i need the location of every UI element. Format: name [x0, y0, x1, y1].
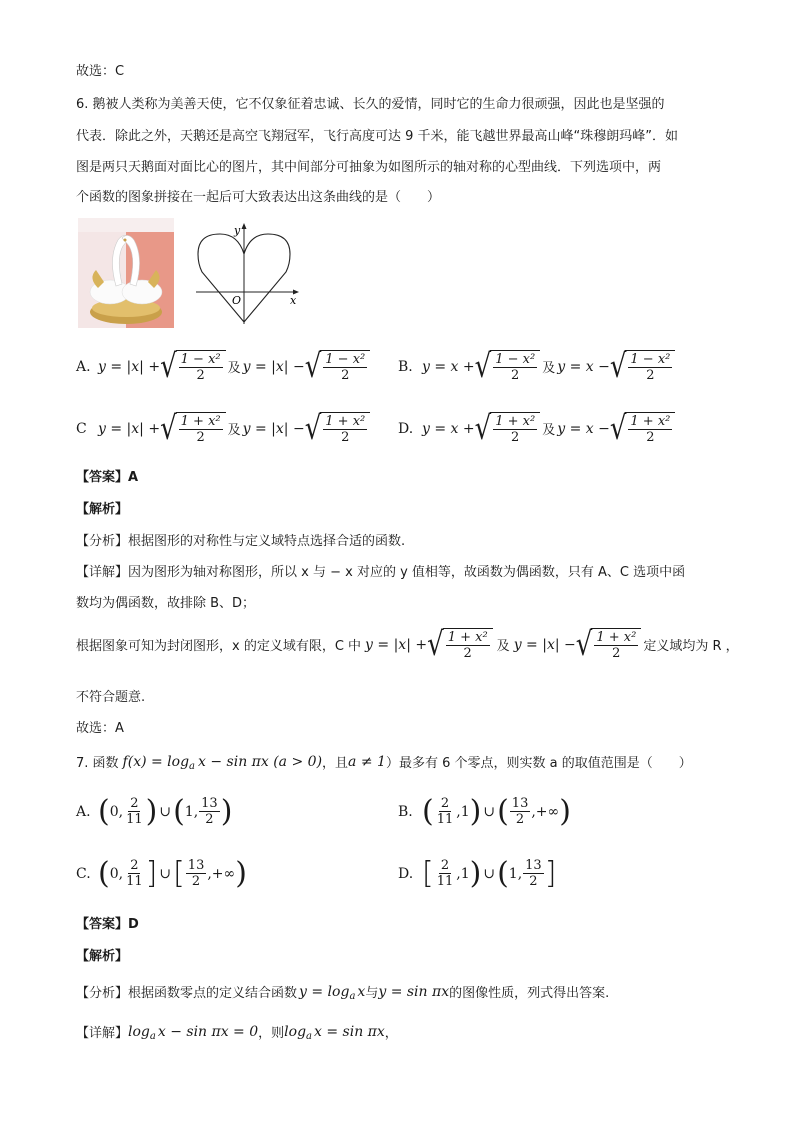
denominator: 2: [529, 874, 538, 889]
expr: a ≠ 1: [348, 753, 386, 770]
expr: y = log: [299, 983, 350, 1000]
expr: log: [284, 1023, 307, 1040]
bracket: [: [422, 855, 434, 891]
q6-option-b-expr1: y = x +: [422, 358, 475, 375]
text: 定义域均为 R ，: [643, 639, 739, 654]
q7-option-b[interactable]: B. ( $\frac{2}{11}$ ,1 ) ∪ ( $\frac{13}{2}$ ,+∞ ): [398, 793, 571, 829]
frac: [186, 858, 207, 889]
heart-graph: [192, 220, 304, 328]
text: ，: [384, 1026, 398, 1041]
expr: log: [128, 1023, 150, 1040]
q6-xiangjie-line-2: 数均为偶函数，故排除 B、D；: [76, 596, 256, 611]
expr: x: [357, 983, 366, 1000]
q6-stem-line-2: 代表．除此之外，天鹅还是高空飞翔冠军，飞行高度可达 9 千米，能飞越世界最高山峰“珠穆朗玛峰”．如: [76, 129, 679, 144]
radicand: 1 − x²: [495, 352, 536, 367]
expr: f(x) = log: [122, 753, 190, 770]
q6-option-d-expr1: y = x +: [422, 420, 475, 437]
paren: ): [235, 855, 247, 891]
expr: y = |x| −: [513, 636, 576, 653]
q6-stem-line-1: 6. 鹅被人类称为美善天使，它不仅象征着忠诚、长久的爱情，同时它的生命力很顽强，因此也是坚强的: [76, 97, 665, 112]
denominator: 2: [463, 646, 472, 661]
sqrt: √ $\frac{\text{1 − x²}}{2}$: [160, 350, 226, 383]
q6-option-a-expr2: y = |x| −: [242, 358, 305, 375]
q6-conclusion: 故选：A: [76, 721, 124, 736]
graph-y-label: y: [234, 224, 241, 237]
q6-stem-line-3: 图是两只天鹅面对面比心的图片，其中间部分可抽象为如图所示的轴对称的心型曲线．下列选项中，两: [76, 160, 662, 175]
q6-option-a[interactable]: [76, 347, 370, 386]
text: ）最多有 6 个零点，则实数 a 的取值范围是（ ）: [385, 756, 692, 771]
sqrt: √ $\frac{\text{1 + x²}}{2}$: [305, 412, 371, 445]
radicand: 1 + x²: [325, 414, 366, 429]
sqrt: √ $\frac{\text{1 − x²}}{2}$: [610, 350, 676, 383]
denominator: 2: [205, 812, 214, 827]
expr: x − sin πx = 0: [157, 1023, 259, 1040]
text: 【分析】根据函数零点的定义结合函数: [76, 986, 298, 1001]
denominator: 11: [126, 812, 143, 827]
q7-option-a-text: [0, 0, 1, 1]
q7-option-c-letter: C.: [76, 865, 91, 882]
denominator: 2: [612, 646, 621, 661]
paren: (: [98, 793, 110, 829]
frac: [435, 796, 456, 827]
paren: (: [422, 793, 434, 829]
q6-option-a-expr1: y = |x| +: [98, 358, 161, 375]
denominator: 2: [511, 368, 520, 383]
radicand: 1 + x²: [630, 414, 671, 429]
frac: [435, 858, 456, 889]
text: 7. 函数: [76, 756, 119, 771]
paren: ): [559, 793, 571, 829]
denominator: 2: [646, 430, 655, 445]
expr: x = sin πx: [314, 1023, 385, 1040]
q6-option-c-letter: C: [76, 420, 87, 437]
denominator: 2: [511, 430, 520, 445]
denominator: 2: [646, 368, 655, 383]
graph-origin-label: O: [232, 294, 242, 307]
denominator: 11: [436, 874, 454, 889]
q7-option-d[interactable]: D. [ $\frac{2}{11}$ ,1 ) ∪ ( 1, $\frac{13}{2}$ ]: [398, 855, 557, 891]
expr: y = sin πx: [378, 983, 450, 1000]
subscript: a: [189, 761, 196, 772]
q7-stem: [76, 752, 692, 771]
q6-answer: 【答案】A: [76, 470, 139, 485]
q7-fenxi: [76, 982, 609, 1001]
paren: ): [220, 793, 233, 829]
numerator: 13: [525, 858, 542, 873]
q6-option-c-expr2: y = |x| −: [242, 420, 305, 437]
bracket: ]: [544, 855, 557, 891]
q7-option-d-letter: D.: [398, 865, 414, 882]
q6-option-a-letter: A.: [76, 358, 91, 375]
radicand: 1 − x²: [325, 352, 366, 367]
radicand: 1 + x²: [596, 630, 637, 645]
q6-option-c[interactable]: [76, 409, 370, 448]
frac: [510, 796, 531, 827]
paren: ): [469, 793, 482, 829]
paren: (: [497, 855, 509, 891]
q6-option-b[interactable]: [398, 347, 675, 386]
subscript: a: [349, 991, 356, 1002]
q6-option-b-letter: B.: [398, 358, 413, 375]
q6-xiangjie-line-4: 不符合题意.: [76, 690, 146, 705]
frac: [199, 796, 220, 827]
denominator: 2: [341, 430, 350, 445]
sqrt: √ $\frac{\text{1 + x²}}{2}$: [576, 628, 642, 661]
radicand: 1 − x²: [180, 352, 221, 367]
conjunction: 及: [227, 361, 241, 376]
q6-option-d-letter: D.: [398, 420, 414, 437]
numerator: 2: [130, 796, 139, 811]
q6-option-d[interactable]: [398, 409, 675, 448]
sqrt: √ $\frac{\text{1 + x²}}{2}$: [475, 412, 541, 445]
q6-analysis-heading: 【解析】: [76, 502, 129, 517]
denominator: 2: [191, 874, 201, 889]
paren: (: [98, 855, 110, 891]
denominator: 11: [436, 812, 454, 827]
q6-option-c-expr1: y = |x| +: [98, 420, 161, 437]
q7-option-a-letter: A.: [76, 803, 91, 820]
paren: ): [469, 855, 482, 891]
text: ，且: [322, 756, 349, 771]
denominator: 2: [196, 430, 205, 445]
expr: y = |x| +: [365, 636, 428, 653]
frac: [523, 858, 544, 889]
q6-option-d-expr2: y = x −: [557, 420, 610, 437]
text: 根据图象可知为封闭图形，x 的定义域有限，C 中: [76, 639, 362, 654]
q7-option-c[interactable]: C. ( 0, $\frac{2}{11}$ ] ∪ [ $\frac{13}{2}$ ,+∞ ): [76, 855, 247, 891]
conjunction: 及: [542, 423, 556, 438]
sqrt: √ $\frac{\text{1 + x²}}{2}$: [610, 412, 676, 445]
prev-conclusion: 故选：C: [76, 64, 125, 79]
numerator: 2: [130, 858, 139, 873]
radicand: 1 + x²: [495, 414, 536, 429]
frac: [124, 796, 145, 827]
q7-option-b-letter: B.: [398, 803, 413, 820]
y-axis-arrow: [242, 223, 247, 229]
subscript: a: [306, 1031, 313, 1042]
radicand: 1 + x²: [180, 414, 221, 429]
radicand: 1 − x²: [630, 352, 671, 367]
numerator: 13: [187, 858, 205, 873]
radicand: 1 + x²: [447, 630, 488, 645]
sqrt: √ $\frac{\text{1 − x²}}{2}$: [475, 350, 541, 383]
frac: [124, 858, 145, 889]
numerator: 13: [511, 796, 529, 811]
text: 【详解】: [76, 1026, 129, 1041]
bracket: [: [173, 855, 185, 891]
numerator: 2: [440, 796, 450, 811]
denominator: 2: [341, 368, 350, 383]
q6-xiangjie-line-3: [76, 625, 739, 664]
denominator: 2: [515, 812, 525, 827]
text: ，则: [258, 1026, 285, 1041]
q7-xiangjie: [76, 1022, 398, 1041]
conjunction: 及: [496, 639, 510, 654]
q6-fenxi: 【分析】根据图形的对称性与定义域特点选择合适的函数.: [76, 534, 406, 549]
subscript: a: [149, 1031, 156, 1042]
text: 的图像性质，列式得出答案.: [449, 986, 610, 1001]
numerator: 2: [440, 858, 450, 873]
q7-option-a[interactable]: A. ( 0, $\frac{2}{11}$ ) ∪ ( 1, $\frac{13}{2}$ ): [76, 793, 233, 829]
numerator: 13: [201, 796, 218, 811]
q6-option-b-expr2: y = x −: [557, 358, 610, 375]
q7-answer: 【答案】D: [76, 917, 139, 932]
q7-analysis-heading: 【解析】: [76, 949, 129, 964]
denominator: 2: [196, 368, 205, 383]
graph-x-label: x: [290, 294, 297, 307]
text: 与: [365, 986, 379, 1001]
sqrt: √ $\frac{\text{1 − x²}}{2}$: [305, 350, 371, 383]
paren: (: [173, 793, 185, 829]
swan-photo: [78, 218, 174, 328]
conjunction: 及: [542, 361, 556, 376]
paren: (: [497, 793, 509, 829]
q6-xiangjie-line-1: 【详解】因为图形为轴对称图形，所以 x 与 − x 对应的 y 值相等，故函数为偶函数，只有 A、C 选项中函: [76, 565, 686, 580]
q6-stem-line-4: 个函数的图象拼接在一起后可大致表达出这条曲线的是（ ）: [76, 190, 441, 205]
conjunction: 及: [227, 423, 241, 438]
denominator: 11: [126, 874, 143, 889]
sqrt: √ $\frac{\text{1 + x²}}{2}$: [427, 628, 493, 661]
expr: x − sin πx (a > 0): [198, 753, 323, 770]
bracket: ]: [145, 855, 158, 891]
paren: ): [145, 793, 158, 829]
sqrt: √ $\frac{\text{1 + x²}}{2}$: [160, 412, 226, 445]
